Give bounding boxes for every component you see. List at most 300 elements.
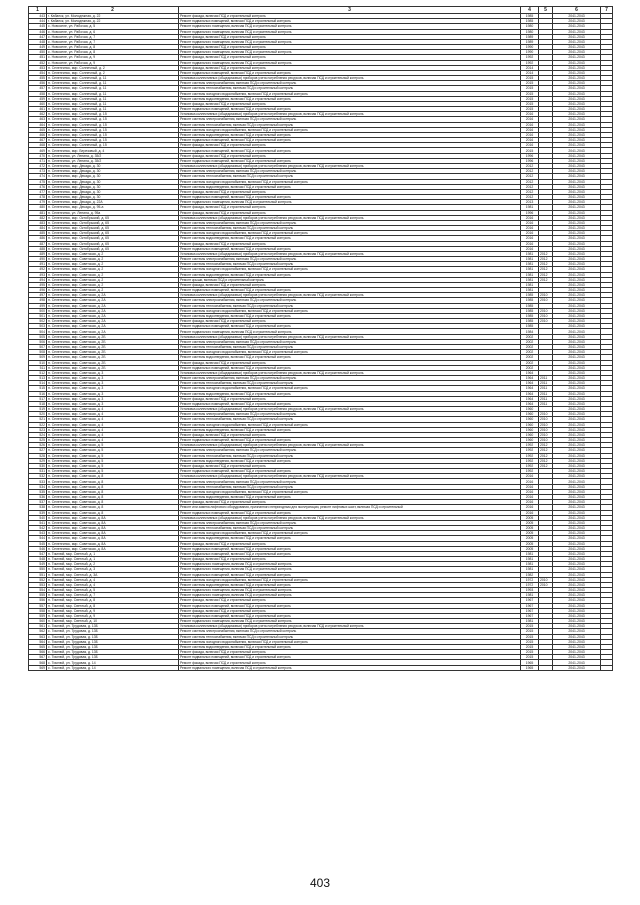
- address-cell: п. Тимлюй, мкр. Светлый, д. 2: [47, 562, 179, 567]
- planned-period-cell: 2041-2043: [553, 158, 601, 163]
- address-cell: с. Тимлюй, ул. Трудовая, д. 13Б: [47, 629, 179, 634]
- year-built-cell: 1960: [521, 417, 539, 422]
- work-type-cell: Ремонт фасада, включая ПСД и строительный контроль: [179, 205, 521, 210]
- year-built-cell: 1981: [521, 562, 539, 567]
- work-type-cell: Ремонт подвальных помещений, включая ПСД и строительный контроль: [179, 19, 521, 24]
- work-type-cell: Ремонт системы водоотведения, включая ПСД и строительный контроль: [179, 644, 521, 649]
- address-cell: п. Селенгинск, мкр. Советская, д. 2А: [47, 298, 179, 303]
- address-cell: п. Селенгинск, мкр. Советская, д. 2А: [47, 324, 179, 329]
- address-cell: с. Новоселе, ул. Рабочая, д. 8: [47, 45, 179, 50]
- work-type-cell: Ремонт системы водоотведения, включая ПСД и строительный контроль: [179, 184, 521, 189]
- planned-period-cell: 2041-2043: [553, 541, 601, 546]
- address-cell: п. Селенгинск, мкр. Советская, д. 3: [47, 386, 179, 391]
- planned-period-cell: 2041-2043: [553, 355, 601, 360]
- row-number-cell: 518: [29, 401, 47, 406]
- planned-period-cell: 2041-2043: [553, 277, 601, 282]
- year-built-cell: 2016: [521, 220, 539, 225]
- year-built-cell: 2015: [521, 76, 539, 81]
- work-type-cell: Ремонт системы водоотведения, включая ПСД и строительный контроль: [179, 458, 521, 463]
- address-cell: с. Новоселе, ул. Рабочая, д. 8: [47, 50, 179, 55]
- planned-period-cell: 2041-2043: [553, 246, 601, 251]
- work-type-cell: Ремонт подвальных помещений, включая ПСД и строительный контроль: [179, 572, 521, 577]
- work-type-cell: Установка коллективных (общедомовых) приборов учета потребления ресурсов, включая ПСД и строительный контроль: [179, 443, 521, 448]
- work-type-cell: Ремонт подвальных помещений, включая ПСД и строительный контроль: [179, 70, 521, 75]
- planned-period-cell: 2041-2043: [553, 200, 601, 205]
- row-number-cell: 457: [29, 86, 47, 91]
- address-cell: п. Селенгинск, мкр. Советская, д. 8: [47, 510, 179, 515]
- address-cell: п. Селенгинск, мкр. Декада, д. 30: [47, 174, 179, 179]
- year-repaired-cell: 2010: [539, 308, 553, 313]
- row-number-cell: 492: [29, 267, 47, 272]
- work-type-cell: Ремонт подвальных помещений, включая ПСД и строительный контроль: [179, 438, 521, 443]
- year-built-cell: 1981: [521, 205, 539, 210]
- planned-period-cell: 2041-2043: [553, 86, 601, 91]
- work-type-cell: Ремонт подвальных помещений, включая ПСД и строительный контроль: [179, 613, 521, 618]
- row-number-cell: 521: [29, 417, 47, 422]
- row-number-cell: 473: [29, 169, 47, 174]
- planned-period-cell: 2041-2043: [553, 272, 601, 277]
- address-cell: п. Селенгинск, мкр. Советская, д. 2А: [47, 319, 179, 324]
- year-built-cell: 2015: [521, 650, 539, 655]
- year-built-cell: 1981: [521, 551, 539, 556]
- row-number-cell: 511: [29, 365, 47, 370]
- year-built-cell: 1964: [521, 376, 539, 381]
- planned-period-cell: 2041-2043: [553, 432, 601, 437]
- year-built-cell: 1985: [521, 14, 539, 19]
- year-built-cell: 1992: [521, 448, 539, 453]
- year-built-cell: 2016: [521, 231, 539, 236]
- year-built-cell: 2016: [521, 143, 539, 148]
- row-number-cell: 543: [29, 531, 47, 536]
- year-built-cell: 1984: [521, 329, 539, 334]
- row-number-cell: 563: [29, 634, 47, 639]
- row-number-cell: 546: [29, 546, 47, 551]
- address-cell: п. Тимлюй, мкр. Светлый, д. 4: [47, 582, 179, 587]
- row-number-cell: 516: [29, 391, 47, 396]
- row-number-cell: 485: [29, 231, 47, 236]
- year-built-cell: 1967: [521, 603, 539, 608]
- planned-period-cell: 2041-2043: [553, 179, 601, 184]
- year-built-cell: 1990: [521, 45, 539, 50]
- row-number-cell: 527: [29, 448, 47, 453]
- year-built-cell: 2012: [521, 174, 539, 179]
- row-number-cell: 551: [29, 572, 47, 577]
- work-type-cell: Ремонт подвального помещения, включая ПСД и строительный контроль: [179, 200, 521, 205]
- year-built-cell: 2002: [521, 350, 539, 355]
- address-cell: п. Селенгинск, мкр. Советская, д. 8А: [47, 520, 179, 525]
- year-built-cell: 2016: [521, 132, 539, 137]
- row-number-cell: 454: [29, 70, 47, 75]
- year-built-cell: 1985: [521, 303, 539, 308]
- planned-period-cell: 2041-2043: [553, 19, 601, 24]
- planned-period-cell: 2041-2043: [553, 345, 601, 350]
- year-built-cell: 2016: [521, 246, 539, 251]
- address-cell: п. Селенгинск, мкр. Советская, д. 2А: [47, 313, 179, 318]
- year-repaired-cell: 2010: [539, 417, 553, 422]
- row-number-cell: 569: [29, 665, 47, 670]
- work-type-cell: Ремонт системы водоотведения, включая ПСД и строительный контроль: [179, 536, 521, 541]
- address-cell: п. Селенгинск, мкр. Советская, д. 8А: [47, 515, 179, 520]
- year-repaired-cell: 2012: [539, 453, 553, 458]
- planned-period-cell: 2041-2043: [553, 153, 601, 158]
- work-type-cell: Ремонт системы электроснабжения, включая ПСД и строительный контроль: [179, 257, 521, 262]
- year-repaired-cell: 2012: [539, 458, 553, 463]
- address-cell: п. Селенгинск, мкр. Советская, д. 2: [47, 272, 179, 277]
- address-cell: п. Селенгинск, мкр. Советская, д. 8: [47, 479, 179, 484]
- row-number-cell: 458: [29, 91, 47, 96]
- year-built-cell: 2016: [521, 494, 539, 499]
- year-built-cell: 2012: [521, 169, 539, 174]
- year-built-cell: 1981: [521, 567, 539, 572]
- year-repaired-cell: 2011: [539, 396, 553, 401]
- row-number-cell: 562: [29, 629, 47, 634]
- address-cell: с. Тимлюй, ул. Трудовая, д. 13Б: [47, 624, 179, 629]
- address-cell: п. Селенгинск, мкр. Советская, д. 4: [47, 438, 179, 443]
- planned-period-cell: 2041-2043: [553, 536, 601, 541]
- work-type-cell: Установка коллективных (общедомовых) приборов учета потребления ресурсов, включая ПСД и строительный контроль: [179, 293, 521, 298]
- address-cell: п. Селенгинск, мкр. Солнечный, д. 11: [47, 91, 179, 96]
- planned-period-cell: 2041-2043: [553, 448, 601, 453]
- address-cell: п. Селенгинск, мкр. Советская, д. 4: [47, 427, 179, 432]
- work-type-cell: Ремонт подвального помещения, включая ПСД и строительный контроль: [179, 60, 521, 65]
- planned-period-cell: 2041-2043: [553, 407, 601, 412]
- work-type-cell: Ремонт системы электроснабжения, включая ПСД и строительный контроль: [179, 81, 521, 86]
- work-type-cell: Ремонт подвальных помещений, включая ПСД и строительный контроль: [179, 158, 521, 163]
- work-type-cell: Ремонт подвальных помещений, включая ПСД и строительный контроль: [179, 365, 521, 370]
- year-repaired-cell: 2010: [539, 577, 553, 582]
- work-type-cell: Ремонт системы теплоснабжения, включая ПСД и строительный контроль: [179, 417, 521, 422]
- planned-period-cell: 2041-2043: [553, 324, 601, 329]
- address-cell: п. Селенгинск, мкр. Октябрьский, д. 65: [47, 241, 179, 246]
- work-type-cell: Установка коллективных (общедомовых) приборов учета потребления ресурсов, включая ПСД и строительный контроль: [179, 474, 521, 479]
- planned-period-cell: 2041-2043: [553, 65, 601, 70]
- row-number-cell: 520: [29, 412, 47, 417]
- address-cell: п. Тимлюй, мкр. Светлый, д. 1: [47, 551, 179, 556]
- address-cell: п. Селенгинск, мкр. Советская, д. 3: [47, 370, 179, 375]
- address-cell: п. Селенгинск, мкр. Березовый, д. 4: [47, 148, 179, 153]
- planned-period-cell: 2041-2043: [553, 546, 601, 551]
- row-number-cell: 561: [29, 624, 47, 629]
- planned-period-cell: 2041-2043: [553, 422, 601, 427]
- work-type-cell: Ремонт системы холодного водоснабжения, включая ПСД и строительный контроль: [179, 639, 521, 644]
- work-type-cell: Ремонт системы электроснабжения, включая ПСД и строительный контроль: [179, 339, 521, 344]
- year-built-cell: 1985: [521, 293, 539, 298]
- year-repaired-cell: 2011: [539, 376, 553, 381]
- address-cell: п. Тимлюй, мкр. Светлый, д. 4: [47, 577, 179, 582]
- year-built-cell: 1985: [521, 298, 539, 303]
- work-type-cell: Ремонт подвального помещения, включая ПСД и строительный контроль: [179, 665, 521, 670]
- address-cell: п. Селенгинск, мкр. Советская, д. 3: [47, 396, 179, 401]
- address-cell: п. Селенгинск, мкр. Советская, д. 5: [47, 448, 179, 453]
- column-number-header: [29, 7, 613, 14]
- year-built-cell: 2015: [521, 81, 539, 86]
- address-cell: п. Селенгинск, мкр. Советская, д. 8А: [47, 526, 179, 531]
- year-repaired-cell: 2012: [539, 277, 553, 282]
- planned-period-cell: 2041-2043: [553, 339, 601, 344]
- row-number-cell: 510: [29, 360, 47, 365]
- planned-period-cell: 2041-2043: [553, 376, 601, 381]
- planned-period-cell: 2041-2043: [553, 520, 601, 525]
- row-number-cell: 532: [29, 474, 47, 479]
- address-cell: п. Селенгинск, мкр. Советская, д. 8: [47, 474, 179, 479]
- work-type-cell: Ремонт системы электроснабжения, включая ПСД и строительный контроль: [179, 629, 521, 634]
- planned-period-cell: 2041-2043: [553, 39, 601, 44]
- year-built-cell: 2015: [521, 644, 539, 649]
- row-number-cell: 537: [29, 500, 47, 505]
- year-built-cell: 1981: [521, 251, 539, 256]
- planned-period-cell: 2041-2043: [553, 572, 601, 577]
- year-built-cell: 2015: [521, 96, 539, 101]
- row-number-cell: 475: [29, 179, 47, 184]
- address-cell: п. Тимлюй, мкр. Светлый, д. 8: [47, 598, 179, 603]
- planned-period-cell: 2041-2043: [553, 298, 601, 303]
- year-built-cell: 2016: [521, 505, 539, 510]
- work-type-cell: Ремонт подвальных помещений, включая ПСД и строительный контроль: [179, 546, 521, 551]
- year-built-cell: 1985: [521, 19, 539, 24]
- address-cell: п. Селенгинск, мкр. Советская, д. 8: [47, 494, 179, 499]
- planned-period-cell: 2041-2043: [553, 665, 601, 670]
- address-cell: п. Селенгинск, мкр. Октябрьский, д. 65: [47, 236, 179, 241]
- year-built-cell: 1981: [521, 262, 539, 267]
- planned-period-cell: 2041-2043: [553, 148, 601, 153]
- planned-period-cell: 2041-2043: [553, 505, 601, 510]
- address-cell: п. Селенгинск, мкр. Советская, д. 3: [47, 381, 179, 386]
- address-cell: п. Селенгинск, мкр. Советская, д. 8А: [47, 541, 179, 546]
- year-built-cell: 2012: [521, 195, 539, 200]
- row-number-cell: 554: [29, 588, 47, 593]
- header-cell: 2: [47, 7, 179, 14]
- row-number-cell: 452: [29, 60, 47, 65]
- planned-period-cell: 2041-2043: [553, 515, 601, 520]
- work-type-cell: Ремонт подвальных помещений, включая ПСД и строительный контроль: [179, 469, 521, 474]
- row-number-cell: 565: [29, 644, 47, 649]
- work-type-cell: Ремонт фасада, включая ПСД и строительный контроль: [179, 65, 521, 70]
- work-type-cell: Ремонт подвального помещения, включая ПСД и строительный контроль: [179, 50, 521, 55]
- work-type-cell: Ремонт фасада, включая ПСД и строительный контроль: [179, 500, 521, 505]
- address-cell: с. Тимлюй, ул. Трудовая, д. 13Б: [47, 655, 179, 660]
- work-type-cell: Ремонт системы водоотведения, включая ПСД и строительный контроль: [179, 313, 521, 318]
- row-number-cell: 465: [29, 127, 47, 132]
- row-number-cell: 504: [29, 329, 47, 334]
- row-number-cell: 477: [29, 189, 47, 194]
- row-number-cell: 468: [29, 143, 47, 148]
- row-number-cell: 464: [29, 122, 47, 127]
- work-type-cell: Ремонт фасада, включая ПСД и строительный контроль: [179, 396, 521, 401]
- year-built-cell: 1992: [521, 469, 539, 474]
- address-cell: п. Селенгинск, мкр. Октябрьский, д. 65: [47, 246, 179, 251]
- planned-period-cell: 2041-2043: [553, 303, 601, 308]
- address-cell: п. Селенгинск, мкр. Солнечный, д. 11: [47, 76, 179, 81]
- address-cell: п. Селенгинск, мкр. Декада, д. 30: [47, 184, 179, 189]
- planned-period-cell: 2041-2043: [553, 334, 601, 339]
- row-number-cell: 512: [29, 370, 47, 375]
- planned-period-cell: 2041-2043: [553, 205, 601, 210]
- planned-period-cell: 2041-2043: [553, 484, 601, 489]
- work-type-cell: Ремонт подвальных помещений, включая ПСД и строительный контроль: [179, 195, 521, 200]
- row-number-cell: 488: [29, 246, 47, 251]
- year-built-cell: 2002: [521, 339, 539, 344]
- year-repaired-cell: 2012: [539, 262, 553, 267]
- work-type-cell: Ремонт фасада, включая ПСД и строительный контроль: [179, 34, 521, 39]
- work-type-cell: Ремонт фасада, включая ПСД и строительный контроль: [179, 432, 521, 437]
- year-repaired-cell: 2010: [539, 293, 553, 298]
- year-built-cell: 1981: [521, 277, 539, 282]
- work-type-cell: Ремонт системы водоотведения, включая ПСД и строительный контроль: [179, 236, 521, 241]
- row-number-cell: 451: [29, 55, 47, 60]
- address-cell: п. Тимлюй, мкр. Светлый, д. 7: [47, 593, 179, 598]
- row-number-cell: 528: [29, 453, 47, 458]
- address-cell: п. Тимлюй, мкр. Светлый, д. 3: [47, 567, 179, 572]
- planned-period-cell: 2041-2043: [553, 531, 601, 536]
- address-cell: п. Селенгинск, мкр. Советская, д. 8: [47, 484, 179, 489]
- work-type-cell: Ремонт системы водоотведения, включая ПСД и строительный контроль: [179, 427, 521, 432]
- row-number-cell: 557: [29, 603, 47, 608]
- year-built-cell: 2016: [521, 241, 539, 246]
- year-built-cell: 2005: [521, 526, 539, 531]
- row-number-cell: 469: [29, 148, 47, 153]
- address-cell: п. Селенгинск, мкр. Солнечный, д. 15: [47, 132, 179, 137]
- address-cell: п. Тимлюй, мкр. Светлый, д. 10: [47, 619, 179, 624]
- address-cell: п. Селенгинск, мкр. Советская, д. 8А: [47, 536, 179, 541]
- address-cell: п. Селенгинск, мкр. Советская, д. 5: [47, 469, 179, 474]
- year-repaired-cell: 2011: [539, 381, 553, 386]
- work-type-cell: Установка коллективных (общедомовых) приборов учета потребления ресурсов, включая ПСД и строительный контроль: [179, 334, 521, 339]
- work-type-cell: Ремонт системы водоотведения, включая ПСД и строительный контроль: [179, 494, 521, 499]
- year-repaired-cell: 2012: [539, 251, 553, 256]
- row-number-cell: 481: [29, 210, 47, 215]
- work-type-cell: Ремонт системы холодного водоснабжения, включая ПСД и строительный контроль: [179, 577, 521, 582]
- year-built-cell: 1964: [521, 396, 539, 401]
- planned-period-cell: 2041-2043: [553, 313, 601, 318]
- address-cell: п. Селенгинск, мкр. Советская, д. 2: [47, 277, 179, 282]
- planned-period-cell: 2041-2043: [553, 634, 601, 639]
- year-built-cell: 1985: [521, 324, 539, 329]
- address-cell: п. Селенгинск, мкр. Солнечный, д. 11: [47, 101, 179, 106]
- year-built-cell: 1981: [521, 267, 539, 272]
- year-built-cell: 1996: [521, 210, 539, 215]
- row-number-cell: 466: [29, 132, 47, 137]
- row-number-cell: 526: [29, 443, 47, 448]
- year-built-cell: 2016: [521, 112, 539, 117]
- work-type-cell: Ремонт подвального помещения, включая ПСД и строительный контроль: [179, 29, 521, 34]
- row-number-cell: 549: [29, 562, 47, 567]
- planned-period-cell: 2041-2043: [553, 288, 601, 293]
- year-built-cell: 2016: [521, 122, 539, 127]
- planned-period-cell: 2041-2043: [553, 370, 601, 375]
- row-number-cell: 559: [29, 613, 47, 618]
- row-number-cell: 460: [29, 101, 47, 106]
- repair-program-table: [28, 6, 613, 671]
- address-cell: п. Селенгинск, мкр. Советская, д. 4: [47, 407, 179, 412]
- year-built-cell: 1960: [521, 407, 539, 412]
- row-number-cell: 514: [29, 381, 47, 386]
- planned-period-cell: 2041-2043: [553, 24, 601, 29]
- year-built-cell: 1985: [521, 319, 539, 324]
- year-built-cell: 1981: [521, 282, 539, 287]
- year-built-cell: 2012: [521, 163, 539, 168]
- work-type-cell: Установка коллективных (общедомовых) приборов учета потребления ресурсов, включая ПСД и строительный контроль: [179, 112, 521, 117]
- work-type-cell: Ремонт подвальных помещений, включая ПСД и строительный контроль: [179, 401, 521, 406]
- planned-period-cell: 2041-2043: [553, 427, 601, 432]
- row-number-cell: 496: [29, 288, 47, 293]
- work-type-cell: Ремонт системы холодного водоснабжения, включая ПСД и строительный контроль: [179, 267, 521, 272]
- year-built-cell: 1985: [521, 313, 539, 318]
- address-cell: п. Селенгинск, мкр. Солнечный, д. 15: [47, 117, 179, 122]
- row-number-cell: 507: [29, 345, 47, 350]
- work-type-cell: Ремонт подвального помещения, включая ПСД и строительный контроль: [179, 562, 521, 567]
- work-type-cell: Установка коллективных (общедомовых) приборов учета потребления ресурсов, включая ПСД и строительный контроль: [179, 163, 521, 168]
- work-type-cell: Ремонт системы холодного водоснабжения, включая ПСД и строительный контроль: [179, 386, 521, 391]
- address-cell: п. Селенгинск, мкр. Советская, д. 2Б: [47, 334, 179, 339]
- row-number-cell: 447: [29, 34, 47, 39]
- row-number-cell: 539: [29, 510, 47, 515]
- address-cell: п. Селенгинск, ул. Ленина, д. 95а: [47, 210, 179, 215]
- header-cell: 6: [553, 7, 601, 14]
- row-number-cell: 483: [29, 220, 47, 225]
- year-built-cell: 1960: [521, 427, 539, 432]
- row-number-cell: 558: [29, 608, 47, 613]
- planned-period-cell: 2041-2043: [553, 443, 601, 448]
- work-type-cell: Ремонт системы холодного водоснабжения, включая ПСД и строительный контроль: [179, 531, 521, 536]
- work-type-cell: Ремонт системы холодного водоснабжения, включая ПСД и строительный контроль: [179, 91, 521, 96]
- planned-period-cell: 2041-2043: [553, 417, 601, 422]
- planned-period-cell: 2041-2043: [553, 474, 601, 479]
- row-number-cell: 508: [29, 350, 47, 355]
- address-cell: п. Селенгинск, мкр. Советская, д. 8: [47, 505, 179, 510]
- planned-period-cell: 2041-2043: [553, 588, 601, 593]
- row-number-cell: 462: [29, 112, 47, 117]
- planned-period-cell: 2041-2043: [553, 598, 601, 603]
- work-type-cell: Ремонт системы теплоснабжения, включая ПСД и строительный контроль: [179, 634, 521, 639]
- row-number-cell: 515: [29, 386, 47, 391]
- work-type-cell: Ремонт системы водоотведения, включая ПСД и строительный контроль: [179, 582, 521, 587]
- planned-period-cell: 2041-2043: [553, 101, 601, 106]
- planned-period-cell: 2041-2043: [553, 319, 601, 324]
- address-cell: п. Селенгинск, мкр. Солнечный, д. 2: [47, 70, 179, 75]
- year-built-cell: 1993: [521, 588, 539, 593]
- work-type-cell: Ремонт системы теплоснабжения, включая ПСД и строительный контроль: [179, 226, 521, 231]
- row-number-cell: 471: [29, 158, 47, 163]
- header-cell: 1: [29, 7, 47, 14]
- work-type-cell: Ремонт системы водоотведения, включая ПСД и строительный контроль: [179, 272, 521, 277]
- work-type-cell: Установка коллективных (общедомовых) приборов учета потребления ресурсов, включая ПСД и строительный контроль: [179, 370, 521, 375]
- program-table-page: [28, 6, 612, 671]
- year-built-cell: 2015: [521, 639, 539, 644]
- address-cell: п. Селенгинск, мкр. Советская, д. 2Б: [47, 365, 179, 370]
- year-repaired-cell: 2010: [539, 313, 553, 318]
- planned-period-cell: 2041-2043: [553, 267, 601, 272]
- address-cell: п. Селенгинск, мкр. Советская, д. 2: [47, 288, 179, 293]
- planned-period-cell: 2041-2043: [553, 463, 601, 468]
- year-built-cell: 2005: [521, 541, 539, 546]
- row-number-cell: 445: [29, 24, 47, 29]
- year-built-cell: 2015: [521, 624, 539, 629]
- address-cell: п. Селенгинск, мкр. Декада, д. 30: [47, 195, 179, 200]
- planned-period-cell: 2041-2043: [553, 526, 601, 531]
- row-number-cell: 560: [29, 619, 47, 624]
- year-repaired-cell: 2012: [539, 448, 553, 453]
- year-built-cell: 2015: [521, 634, 539, 639]
- year-built-cell: 2012: [521, 189, 539, 194]
- work-type-cell: Ремонт фасада, включая ПСД и строительный контроль: [179, 45, 521, 50]
- row-number-cell: 498: [29, 298, 47, 303]
- address-cell: п. Селенгинск, мкр. Советская, д. 4: [47, 422, 179, 427]
- planned-period-cell: 2041-2043: [553, 551, 601, 556]
- planned-period-cell: 2041-2043: [553, 412, 601, 417]
- row-number-cell: 493: [29, 272, 47, 277]
- year-built-cell: 2016: [521, 484, 539, 489]
- year-repaired-cell: 2011: [539, 401, 553, 406]
